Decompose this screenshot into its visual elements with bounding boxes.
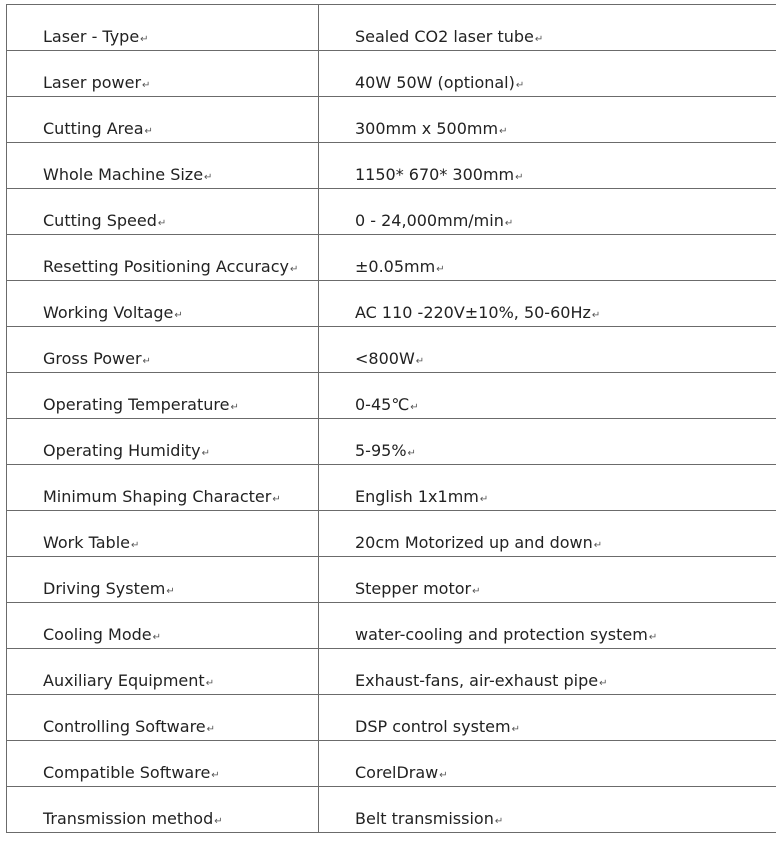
paragraph-mark-icon: ↵ — [648, 632, 658, 643]
spec-table — [6, 4, 776, 833]
paragraph-mark-icon: ↵ — [534, 34, 544, 45]
paragraph-mark-icon: ↵ — [201, 448, 211, 459]
spec-value-cell — [319, 511, 776, 557]
paragraph-mark-icon: ↵ — [144, 126, 153, 137]
spec-value: 5-95% — [355, 441, 407, 460]
spec-value: 20cm Motorized up and down — [355, 533, 593, 552]
table-row — [7, 5, 776, 51]
spec-label-cell — [7, 741, 319, 787]
paragraph-mark-icon: ↵ — [211, 770, 220, 781]
spec-value-cell — [319, 281, 776, 327]
spec-value-cell — [319, 373, 776, 419]
paragraph-mark-icon: ↵ — [174, 310, 183, 321]
spec-label: Working Voltage — [43, 303, 174, 322]
table-row — [7, 419, 776, 465]
spec-value-cell — [319, 741, 776, 787]
paragraph-mark-icon: ↵ — [410, 402, 419, 413]
paragraph-mark-icon: ↵ — [515, 80, 525, 91]
spec-value-cell — [319, 419, 776, 465]
paragraph-mark-icon: ↵ — [204, 172, 213, 183]
spec-value: Exhaust-fans, air-exhaust pipe — [355, 671, 599, 690]
spec-table-body — [7, 5, 776, 833]
spec-value-cell — [319, 235, 776, 281]
spec-label: Operating Humidity — [43, 441, 201, 460]
spec-value-cell — [319, 787, 776, 833]
table-row — [7, 189, 776, 235]
spec-label: Work Table — [43, 533, 130, 552]
spec-label-cell — [7, 465, 319, 511]
table-row — [7, 97, 776, 143]
spec-value-cell — [319, 327, 776, 373]
spec-label: Minimum Shaping Character — [43, 487, 272, 506]
spec-label-cell — [7, 281, 319, 327]
spec-value-cell — [319, 5, 776, 51]
table-row — [7, 281, 776, 327]
spec-value-cell — [319, 97, 776, 143]
spec-label: Cooling Mode — [43, 625, 152, 644]
spec-value-cell — [319, 189, 776, 235]
spec-value: DSP control system — [355, 717, 511, 736]
spec-value-cell — [319, 603, 776, 649]
table-row — [7, 511, 776, 557]
spec-value-cell — [319, 143, 776, 189]
paragraph-mark-icon: ↵ — [436, 264, 445, 275]
spec-label: Compatible Software — [43, 763, 211, 782]
paragraph-mark-icon: ↵ — [479, 494, 489, 505]
spec-value: Stepper motor — [355, 579, 472, 598]
spec-label: Laser power — [43, 73, 142, 92]
table-row — [7, 51, 776, 97]
spec-label-cell — [7, 235, 319, 281]
paragraph-mark-icon: ↵ — [407, 448, 416, 459]
table-row — [7, 373, 776, 419]
spec-value: 40W 50W (optional) — [355, 73, 515, 92]
paragraph-mark-icon: ↵ — [515, 172, 524, 183]
spec-label-cell — [7, 51, 319, 97]
paragraph-mark-icon: ↵ — [230, 402, 239, 413]
spec-value-cell — [319, 649, 776, 695]
paragraph-mark-icon: ↵ — [593, 540, 603, 551]
spec-label: Gross Power — [43, 349, 142, 368]
spec-value-cell — [319, 465, 776, 511]
spec-value: 1150* 670* 300mm — [355, 165, 515, 184]
spec-label-cell — [7, 143, 319, 189]
paragraph-mark-icon: ↵ — [157, 218, 167, 229]
paragraph-mark-icon: ↵ — [272, 494, 281, 505]
paragraph-mark-icon: ↵ — [504, 218, 514, 229]
table-row — [7, 695, 776, 741]
table-row — [7, 327, 776, 373]
spec-value: 0-45℃ — [355, 395, 410, 414]
paragraph-mark-icon: ↵ — [130, 540, 140, 551]
table-row — [7, 235, 776, 281]
paragraph-mark-icon: ↵ — [142, 356, 151, 367]
spec-value: 0 - 24,000mm/min — [355, 211, 504, 230]
spec-label: Resetting Positioning Accuracy — [43, 257, 289, 276]
spec-label: Controlling Software — [43, 717, 206, 736]
paragraph-mark-icon: ↵ — [494, 816, 504, 827]
spec-label: Operating Temperature — [43, 395, 230, 414]
spec-value: CorelDraw — [355, 763, 439, 782]
paragraph-mark-icon: ↵ — [214, 816, 223, 827]
table-row — [7, 741, 776, 787]
table-row — [7, 649, 776, 695]
spec-label: Driving System — [43, 579, 166, 598]
paragraph-mark-icon: ↵ — [140, 34, 149, 45]
table-row — [7, 143, 776, 189]
spec-value: 300mm x 500mm — [355, 119, 499, 138]
paragraph-mark-icon: ↵ — [152, 632, 162, 643]
spec-label: Whole Machine Size — [43, 165, 204, 184]
spec-value: Belt transmission — [355, 809, 494, 828]
table-row — [7, 557, 776, 603]
paragraph-mark-icon: ↵ — [511, 724, 520, 735]
spec-value: AC 110 -220V±10%, 50-60Hz — [355, 303, 591, 322]
spec-value: Sealed CO2 laser tube — [355, 27, 534, 46]
paragraph-mark-icon: ↵ — [206, 724, 216, 735]
paragraph-mark-icon: ↵ — [499, 126, 508, 137]
spec-value-cell — [319, 695, 776, 741]
paragraph-mark-icon: ↵ — [205, 678, 215, 689]
paragraph-mark-icon: ↵ — [289, 264, 299, 275]
spec-label-cell — [7, 97, 319, 143]
spec-label-cell — [7, 327, 319, 373]
paragraph-mark-icon: ↵ — [599, 678, 608, 689]
spec-label-cell — [7, 511, 319, 557]
spec-label: Transmission method — [43, 809, 214, 828]
paragraph-mark-icon: ↵ — [439, 770, 448, 781]
paragraph-mark-icon: ↵ — [591, 310, 601, 321]
spec-label: Laser - Type — [43, 27, 140, 46]
table-row — [7, 465, 776, 511]
spec-label-cell — [7, 189, 319, 235]
paragraph-mark-icon: ↵ — [166, 586, 175, 597]
spec-value: English 1x1mm — [355, 487, 479, 506]
spec-label-cell — [7, 5, 319, 51]
spec-value-cell — [319, 51, 776, 97]
paragraph-mark-icon: ↵ — [415, 356, 425, 367]
spec-label-cell — [7, 557, 319, 603]
spec-label-cell — [7, 603, 319, 649]
spec-label: Cutting Speed — [43, 211, 157, 230]
spec-label-cell — [7, 649, 319, 695]
table-row — [7, 787, 776, 833]
paragraph-mark-icon: ↵ — [472, 586, 481, 597]
spec-label-cell — [7, 787, 319, 833]
spec-label-cell — [7, 373, 319, 419]
spec-value: water-cooling and protection system — [355, 625, 648, 644]
spec-value-cell — [319, 557, 776, 603]
spec-label-cell — [7, 419, 319, 465]
spec-value: ±0.05mm — [355, 257, 436, 276]
table-row — [7, 603, 776, 649]
paragraph-mark-icon: ↵ — [142, 80, 151, 91]
spec-label-cell — [7, 695, 319, 741]
spec-value: <800W — [355, 349, 415, 368]
spec-label: Auxiliary Equipment — [43, 671, 205, 690]
spec-label: Cutting Area — [43, 119, 144, 138]
